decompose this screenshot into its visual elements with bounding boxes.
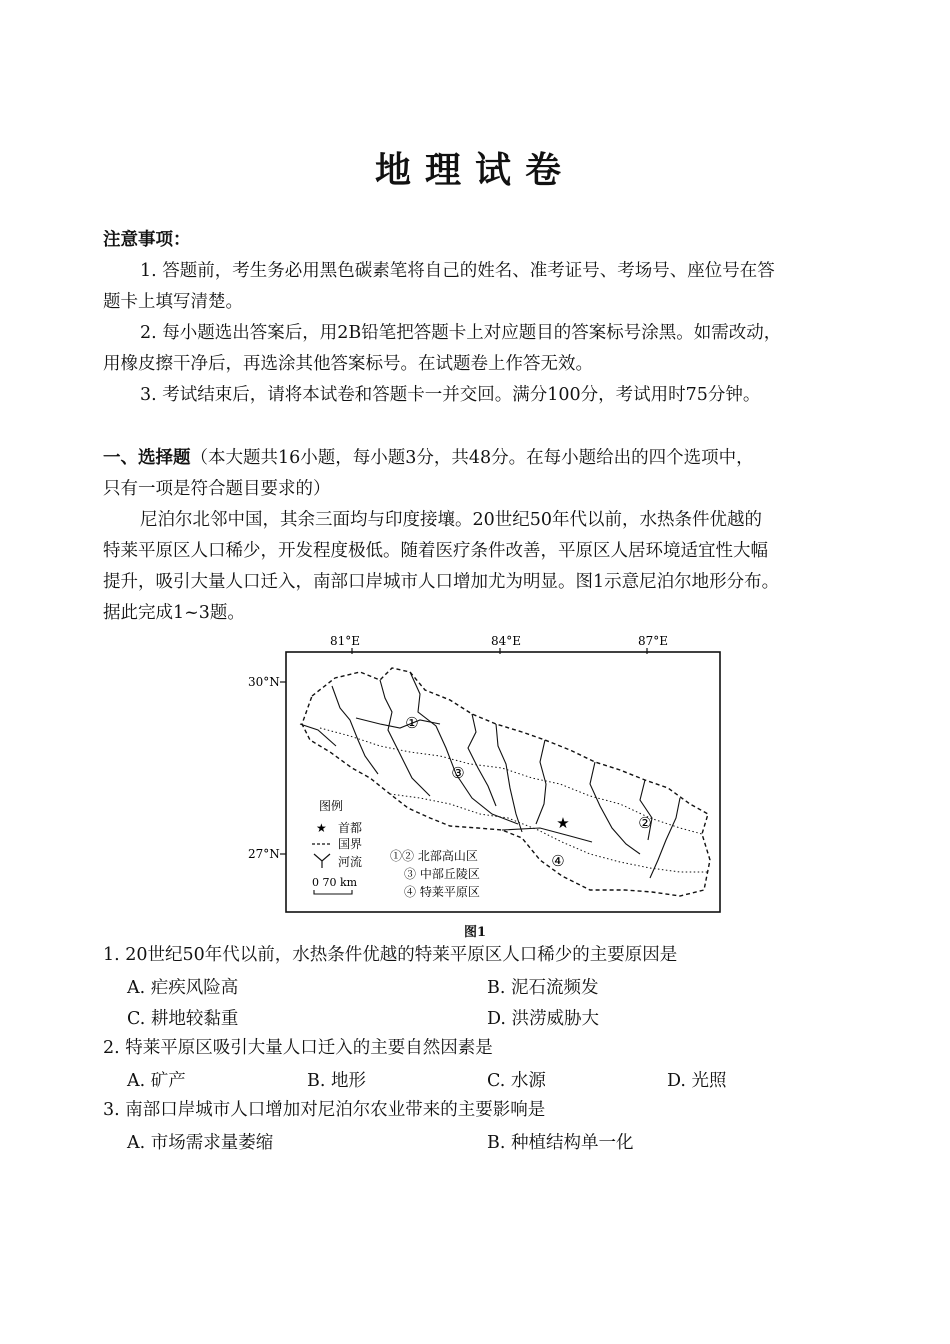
section-1-header <box>103 446 754 470</box>
legend-river-icon <box>314 854 330 868</box>
national-border <box>302 668 710 896</box>
note-2-line-1: 2. 每小题选出答案后，用2B铅笔把答题卡上对应题目的答案标号涂黑。如需改动， <box>140 323 782 343</box>
question-1-option-d: D. 洪涝威胁大 <box>487 1009 600 1029</box>
page-title: 地理试卷 <box>374 149 575 191</box>
region-marker-4: ④ <box>551 852 565 870</box>
question-2-option-b: B. 地形 <box>307 1071 366 1091</box>
question-2-option-c: C. 水源 <box>487 1071 546 1091</box>
lat-label-30: 30°N <box>248 675 280 689</box>
region-legend-1: ①② 北部高山区 <box>390 849 478 863</box>
passage-line-2: 特莱平原区人口稀少，开发程度极低。随着医疗条件改善，平原区人居环境适宜性大幅 <box>103 541 768 561</box>
note-3-line-1: 3. 考试结束后，请将本试卷和答题卡一并交回。满分100分，考试用时75分钟。 <box>140 385 761 405</box>
map-frame <box>286 652 720 912</box>
scale-bar <box>314 890 352 894</box>
figure-caption: 图1 <box>463 925 487 940</box>
lon-label-87: 87°E <box>637 634 669 648</box>
question-2-stem: 2. 特莱平原区吸引大量人口迁入的主要自然因素是 <box>103 1038 493 1058</box>
region-marker-2: ② <box>638 814 652 832</box>
legend-border-label: 国界 <box>338 837 363 851</box>
question-3-option-a: A. 市场需求量萎缩 <box>127 1133 274 1153</box>
region-legend-3: ④ 特莱平原区 <box>404 885 480 899</box>
notes-heading: 注意事项： <box>103 230 191 250</box>
lat-label-27: 27°N <box>248 847 280 861</box>
legend-river-label: 河流 <box>338 855 363 869</box>
question-3-stem: 3. 南部口岸城市人口增加对尼泊尔农业带来的主要影响是 <box>103 1100 546 1120</box>
question-2-option-d: D. 光照 <box>667 1071 727 1091</box>
scale-text: 0 70 km <box>312 876 358 889</box>
lon-label-81: 81°E <box>329 634 361 648</box>
question-3-option-b: B. 种植结构单一化 <box>487 1133 634 1153</box>
note-1-line-1: 1. 答题前，考生务必用黑色碳素笔将自己的姓名、准考证号、考场号、座位号在答 <box>140 261 775 281</box>
question-1-stem: 1. 20世纪50年代以前，水热条件优越的特莱平原区人口稀少的主要原因是 <box>103 945 678 965</box>
passage-line-1: 尼泊尔北邻中国，其余三面均与印度接壤。20世纪50年代以前，水热条件优越的 <box>140 510 763 530</box>
question-2-option-a: A. 矿产 <box>127 1071 186 1091</box>
section-1-heading: 一、选择题 <box>103 448 191 468</box>
passage-line-4: 据此完成1~3题。 <box>103 603 245 623</box>
question-1-option-b: B. 泥石流频发 <box>487 978 599 998</box>
lon-label-84: 84°E <box>490 634 522 648</box>
region-marker-1: ① <box>405 714 419 732</box>
passage-line-3: 提升，吸引大量人口迁入，南部口岸城市人口增加尤为明显。图1示意尼泊尔地形分布。 <box>103 572 780 592</box>
section-1-desc-line-2: 只有一项是符合题目要求的） <box>103 479 331 499</box>
map-legend <box>312 798 480 899</box>
legend-capital-label: 首都 <box>338 821 363 835</box>
legend-title: 图例 <box>319 799 344 813</box>
question-1-option-c: C. 耕地较黏重 <box>127 1009 239 1029</box>
note-2-line-2: 用橡皮擦干净后，再选涂其他答案标号。在试题卷上作答无效。 <box>103 354 593 374</box>
note-1-line-2: 题卡上填写清楚。 <box>103 292 243 312</box>
region-legend-2: ③ 中部丘陵区 <box>404 867 480 881</box>
region-marker-3: ③ <box>451 764 465 782</box>
capital-star-icon: ★ <box>556 814 570 832</box>
legend-capital-icon: ★ <box>316 821 327 835</box>
section-1-desc: （本大题共16小题，每小题3分，共48分。在每小题给出的四个选项中， <box>190 448 754 468</box>
nepal-terrain-map <box>240 628 730 938</box>
question-1-option-a: A. 疟疾风险高 <box>127 978 239 998</box>
